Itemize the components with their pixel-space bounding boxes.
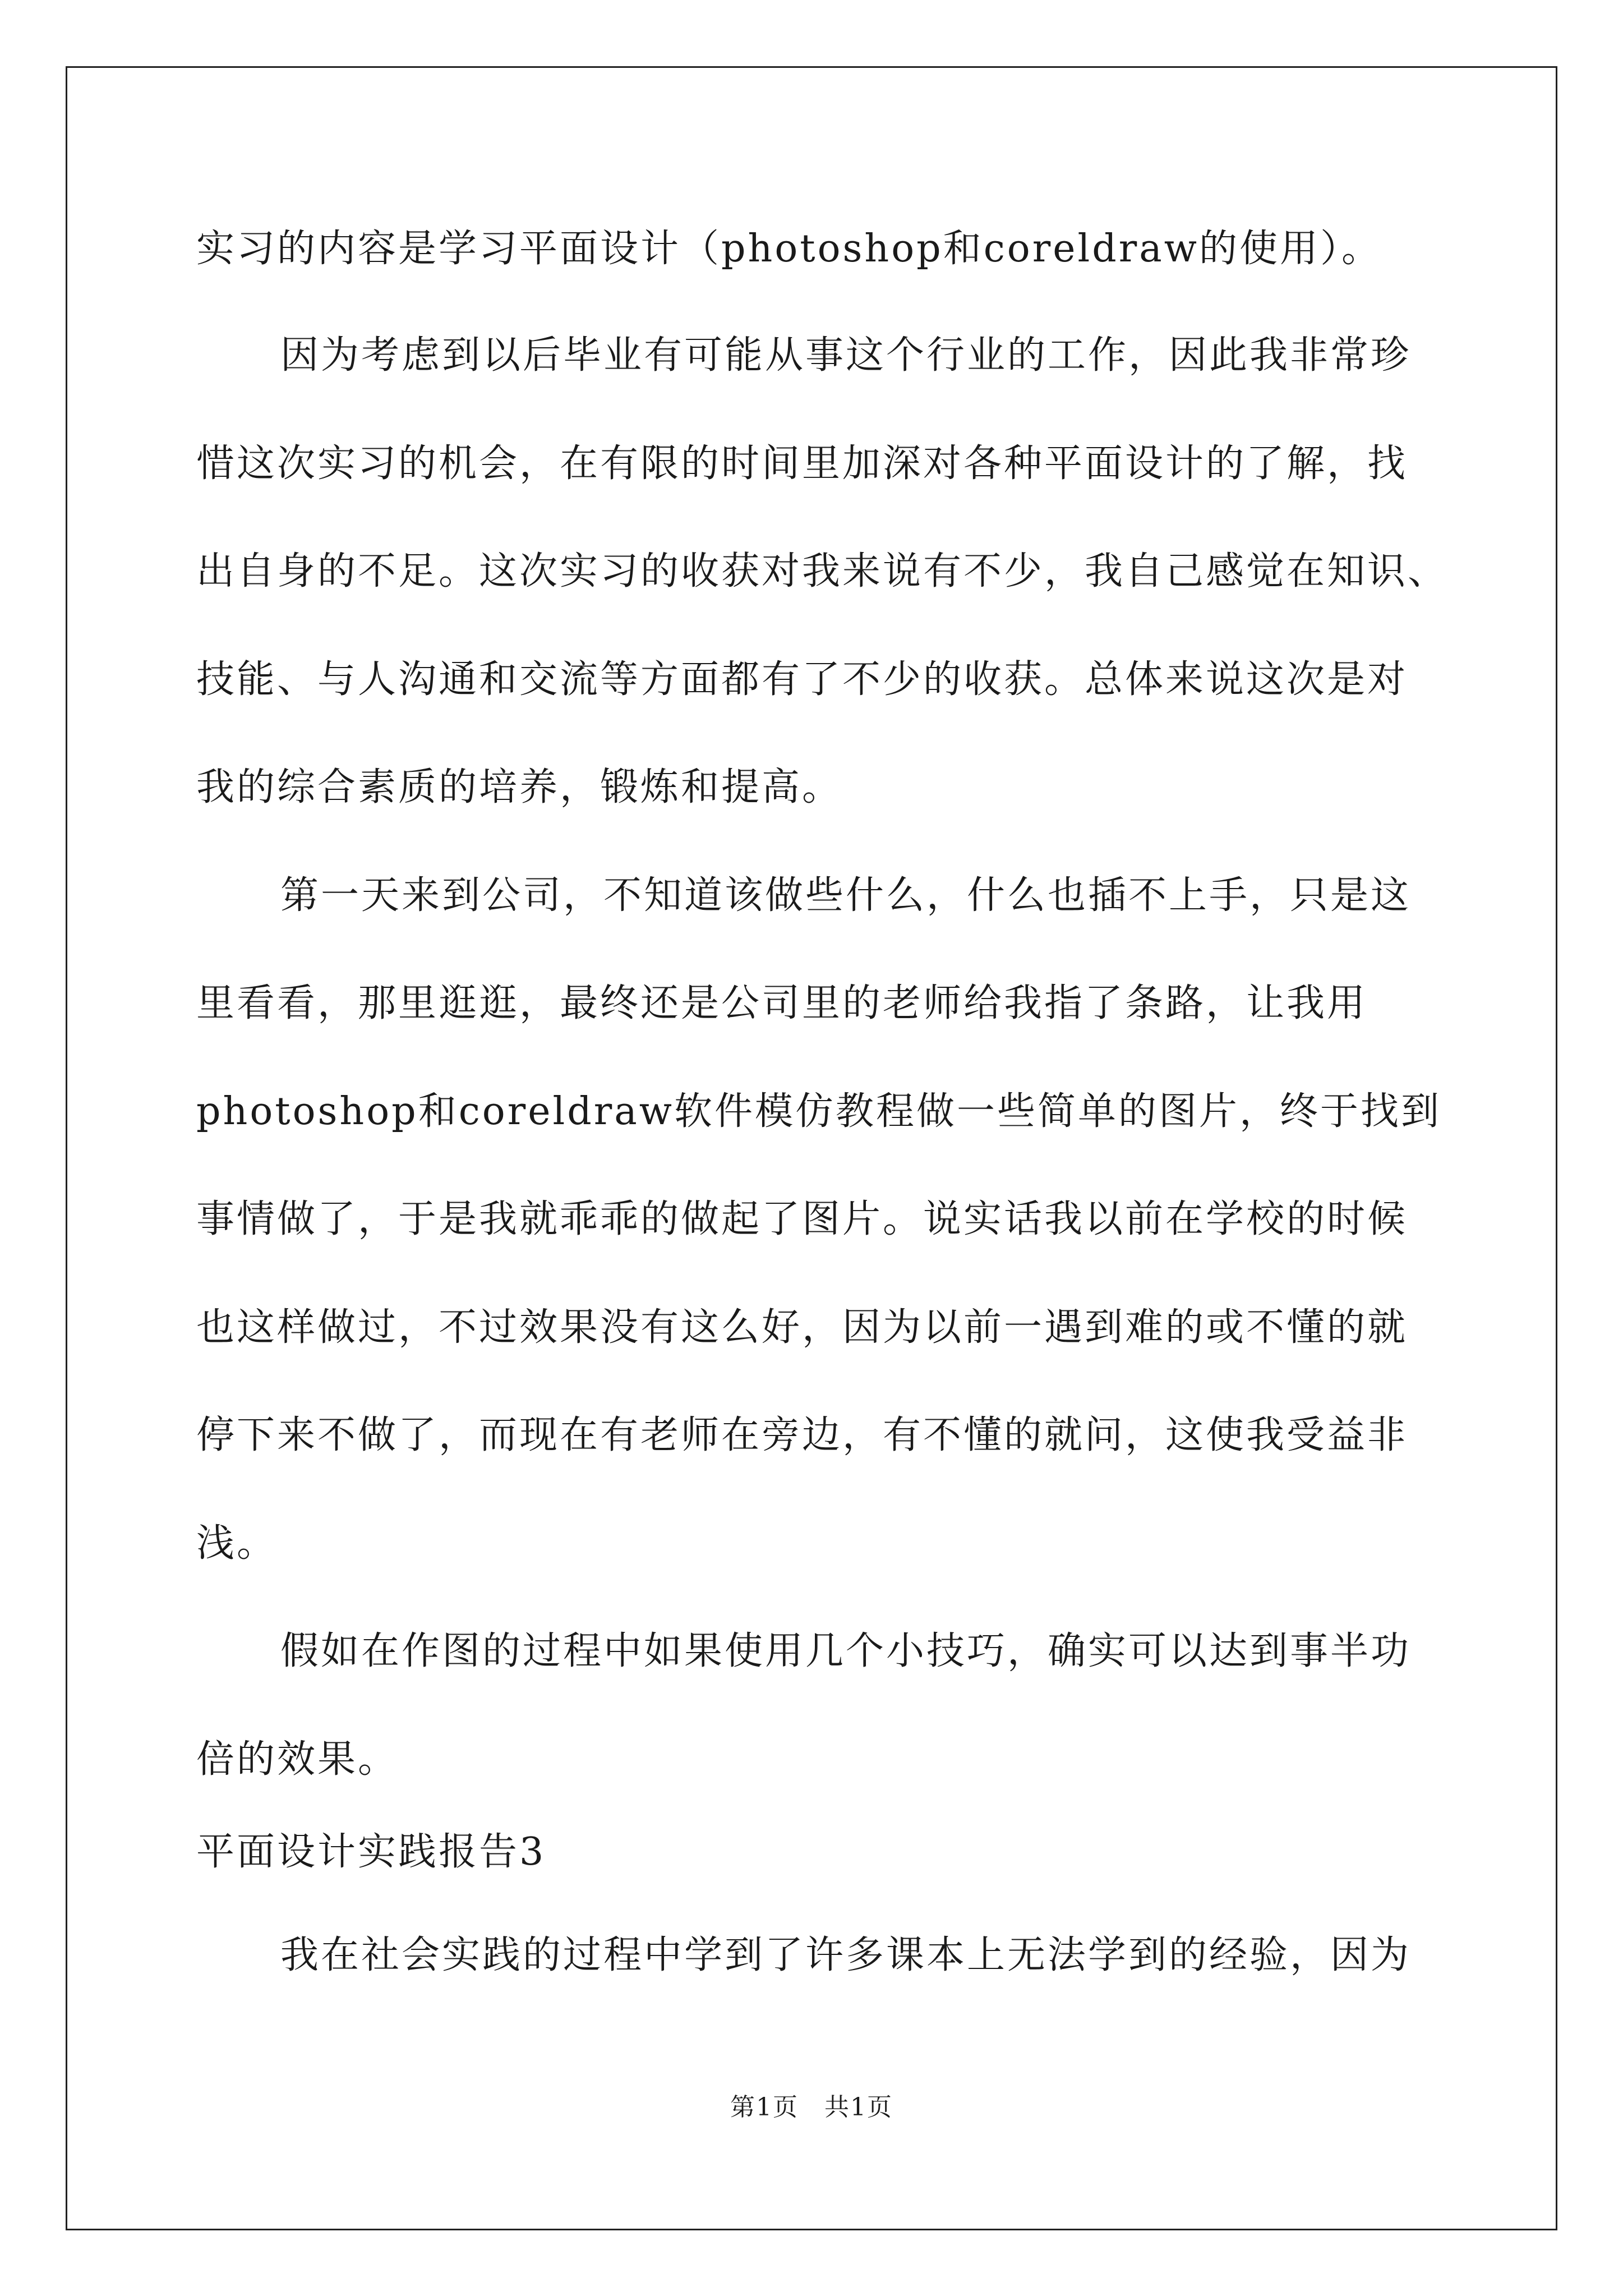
text-line: 停下来不做了，而现在有老师在旁边，有不懂的就问，这使我受益非 — [196, 1413, 1408, 1457]
text-line: 出自身的不足。这次实习的收获对我来说有不少，我自己感觉在知识、 — [196, 549, 1449, 593]
section-heading: 平面设计实践报告3 — [196, 1830, 546, 1874]
text-line: 技能、与人沟通和交流等方面都有了不少的收获。总体来说这次是对 — [196, 657, 1408, 702]
text-line: 里看看，那里逛逛，最终还是公司里的老师给我指了条路，让我用 — [196, 981, 1368, 1025]
text-line: 假如在作图的过程中如果使用几个小技巧，确实可以达到事半功 — [280, 1629, 1412, 1673]
text-line: photoshop和coreldraw软件模仿教程做一些简单的图片，终于找到 — [196, 1089, 1441, 1134]
text-line: 惜这次实习的机会，在有限的时间里加深对各种平面设计的了解，找 — [196, 441, 1408, 486]
page-number-footer: 第1页 共1页 — [730, 2093, 893, 2122]
text-line: 第一天来到公司，不知道该做些什么，什么也插不上手，只是这 — [280, 873, 1412, 918]
text-line: 我在社会实践的过程中学到了许多课本上无法学到的经验，因为 — [280, 1933, 1412, 1977]
page-border — [66, 66, 1557, 2230]
text-line: 倍的效果。 — [196, 1737, 399, 1782]
text-line: 事情做了，于是我就乖乖的做起了图片。说实话我以前在学校的时候 — [196, 1197, 1408, 1241]
text-line: 因为考虑到以后毕业有可能从事这个行业的工作，因此我非常珍 — [280, 333, 1412, 378]
text-line: 也这样做过，不过效果没有这么好，因为以前一遇到难的或不懂的就 — [196, 1305, 1408, 1350]
text-line: 浅。 — [196, 1521, 278, 1566]
text-line: 实习的内容是学习平面设计（photoshop和coreldraw的使用）。 — [196, 227, 1382, 271]
text-line: 我的综合素质的培养，锻炼和提高。 — [196, 765, 843, 809]
